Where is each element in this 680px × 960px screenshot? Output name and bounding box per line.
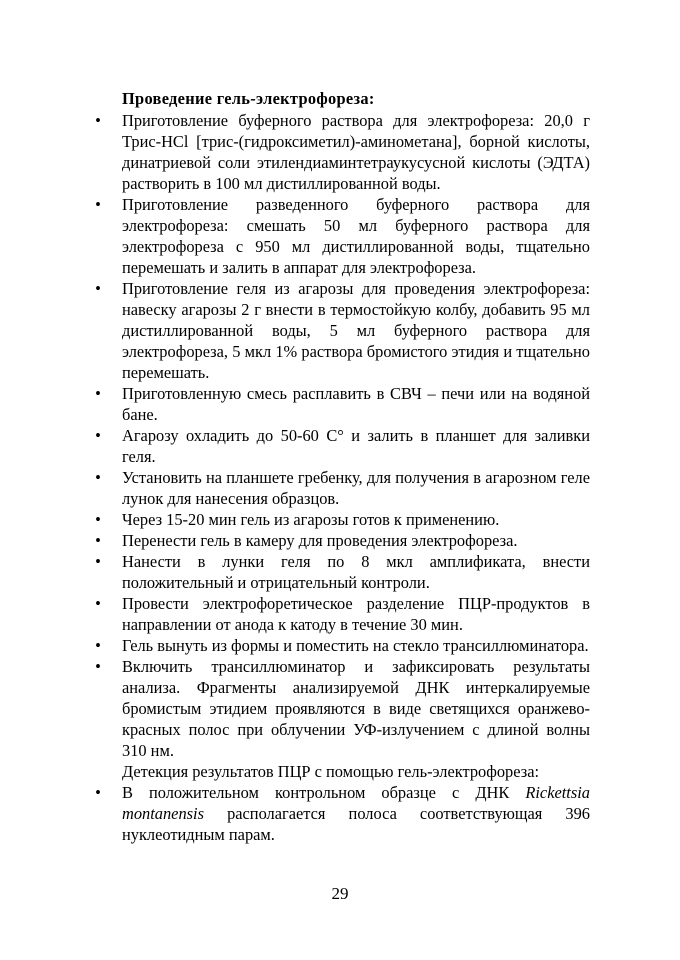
list-item: [88, 110, 590, 194]
list-item: [88, 509, 590, 530]
bullet-icon: •: [95, 594, 101, 613]
list-item: [88, 782, 590, 845]
list-item-text: Приготовление разведенного буферного раствора для электрофореза: смешать 50 мл буферного раствора для электрофореза с 950 мл дистиллированной воды, тщательно перемешать и залить в аппарат для электрофореза.: [122, 195, 590, 277]
list-item-text: Установить на планшете гребенку, для получения в агарозном геле лунок для нанесения образцов.: [122, 468, 590, 508]
bullet-icon: •: [95, 111, 101, 130]
list-item: [88, 551, 590, 593]
list-item: [88, 593, 590, 635]
list-item-text: Приготовление буферного раствора для электрофореза: 20,0 г Трис-HCl [трис-(гидроксиметил)-аминометана], борной кислоты, динатриевой соли этилендиаминтетраукусусной кислоты (ЭДТА) растворить в 100 мл дистиллированной воды.: [122, 111, 590, 193]
bullet-icon: •: [95, 426, 101, 445]
bullet-icon: •: [95, 468, 101, 487]
bullet-icon: •: [95, 279, 101, 298]
detection-paragraph: Детекция результатов ПЦР с помощью гель-электрофореза:: [122, 762, 540, 781]
list-item-text: Перенести гель в камеру для проведения электрофореза.: [122, 531, 518, 550]
list-item-text: Через 15-20 мин гель из агарозы готов к применению.: [122, 510, 500, 529]
list-item: [88, 425, 590, 467]
bullet-icon: •: [95, 636, 101, 655]
list-item-text: Включить трансиллюминатор и зафиксировать результаты анализа. Фрагменты анализируемой ДНК интеркалируемые бромистым этидием проявляются в виде светящихся оранжево-красных полос при облучении УФ-излучением с длиной волны 310 нм.: [122, 657, 590, 760]
bullet-icon: •: [95, 531, 101, 550]
page-content: [88, 88, 590, 845]
list-item-text: Агарозу охладить до 50-60 С° и залить в планшет для заливки геля.: [122, 426, 590, 466]
list-item-text: Приготовленную смесь расплавить в СВЧ – печи или на водяной бане.: [122, 384, 590, 424]
detection-list: [88, 782, 590, 845]
list-item: [88, 383, 590, 425]
list-item: [88, 278, 590, 383]
bullet-icon: •: [95, 195, 101, 214]
bullet-icon: •: [95, 384, 101, 403]
list-item-text-before: В положительном контрольном образце с ДНК: [122, 783, 526, 802]
list-item-text-after: располагается полоса соответствующая 396 нуклеотидным парам.: [122, 804, 590, 844]
bullet-icon: •: [95, 657, 101, 676]
procedure-list: [88, 110, 590, 761]
list-item-text: Нанести в лунки геля по 8 мкл амплификата, внести положительный и отрицательный контроли.: [122, 552, 590, 592]
list-item-text: Провести электрофоретическое разделение ПЦР-продуктов в направлении от анода к катоду в течение 30 мин.: [122, 594, 590, 634]
list-item-text: Гель вынуть из формы и поместить на стекло трансиллюминатора.: [122, 636, 589, 655]
list-item-text: Приготовление геля из агарозы для проведения электрофореза: навеску агарозы 2 г внести в термостойкую колбу, добавить 95 мл дистиллированной воды, 5 мл буферного раствора для электрофореза, 5 мкл 1% раствора бромистого этидия и тщательно перемешать.: [122, 279, 590, 382]
section-heading: Проведение гель-электрофореза:: [122, 89, 375, 108]
bullet-icon: •: [95, 510, 101, 529]
page-number: 29: [331, 884, 349, 903]
list-item: [88, 467, 590, 509]
bullet-icon: •: [95, 552, 101, 571]
list-item: [88, 656, 590, 761]
bullet-icon: •: [95, 783, 101, 802]
species-name: Rickettsia montanensis: [122, 783, 590, 823]
list-item: [88, 194, 590, 278]
list-item: [88, 530, 590, 551]
list-item: [88, 635, 590, 656]
